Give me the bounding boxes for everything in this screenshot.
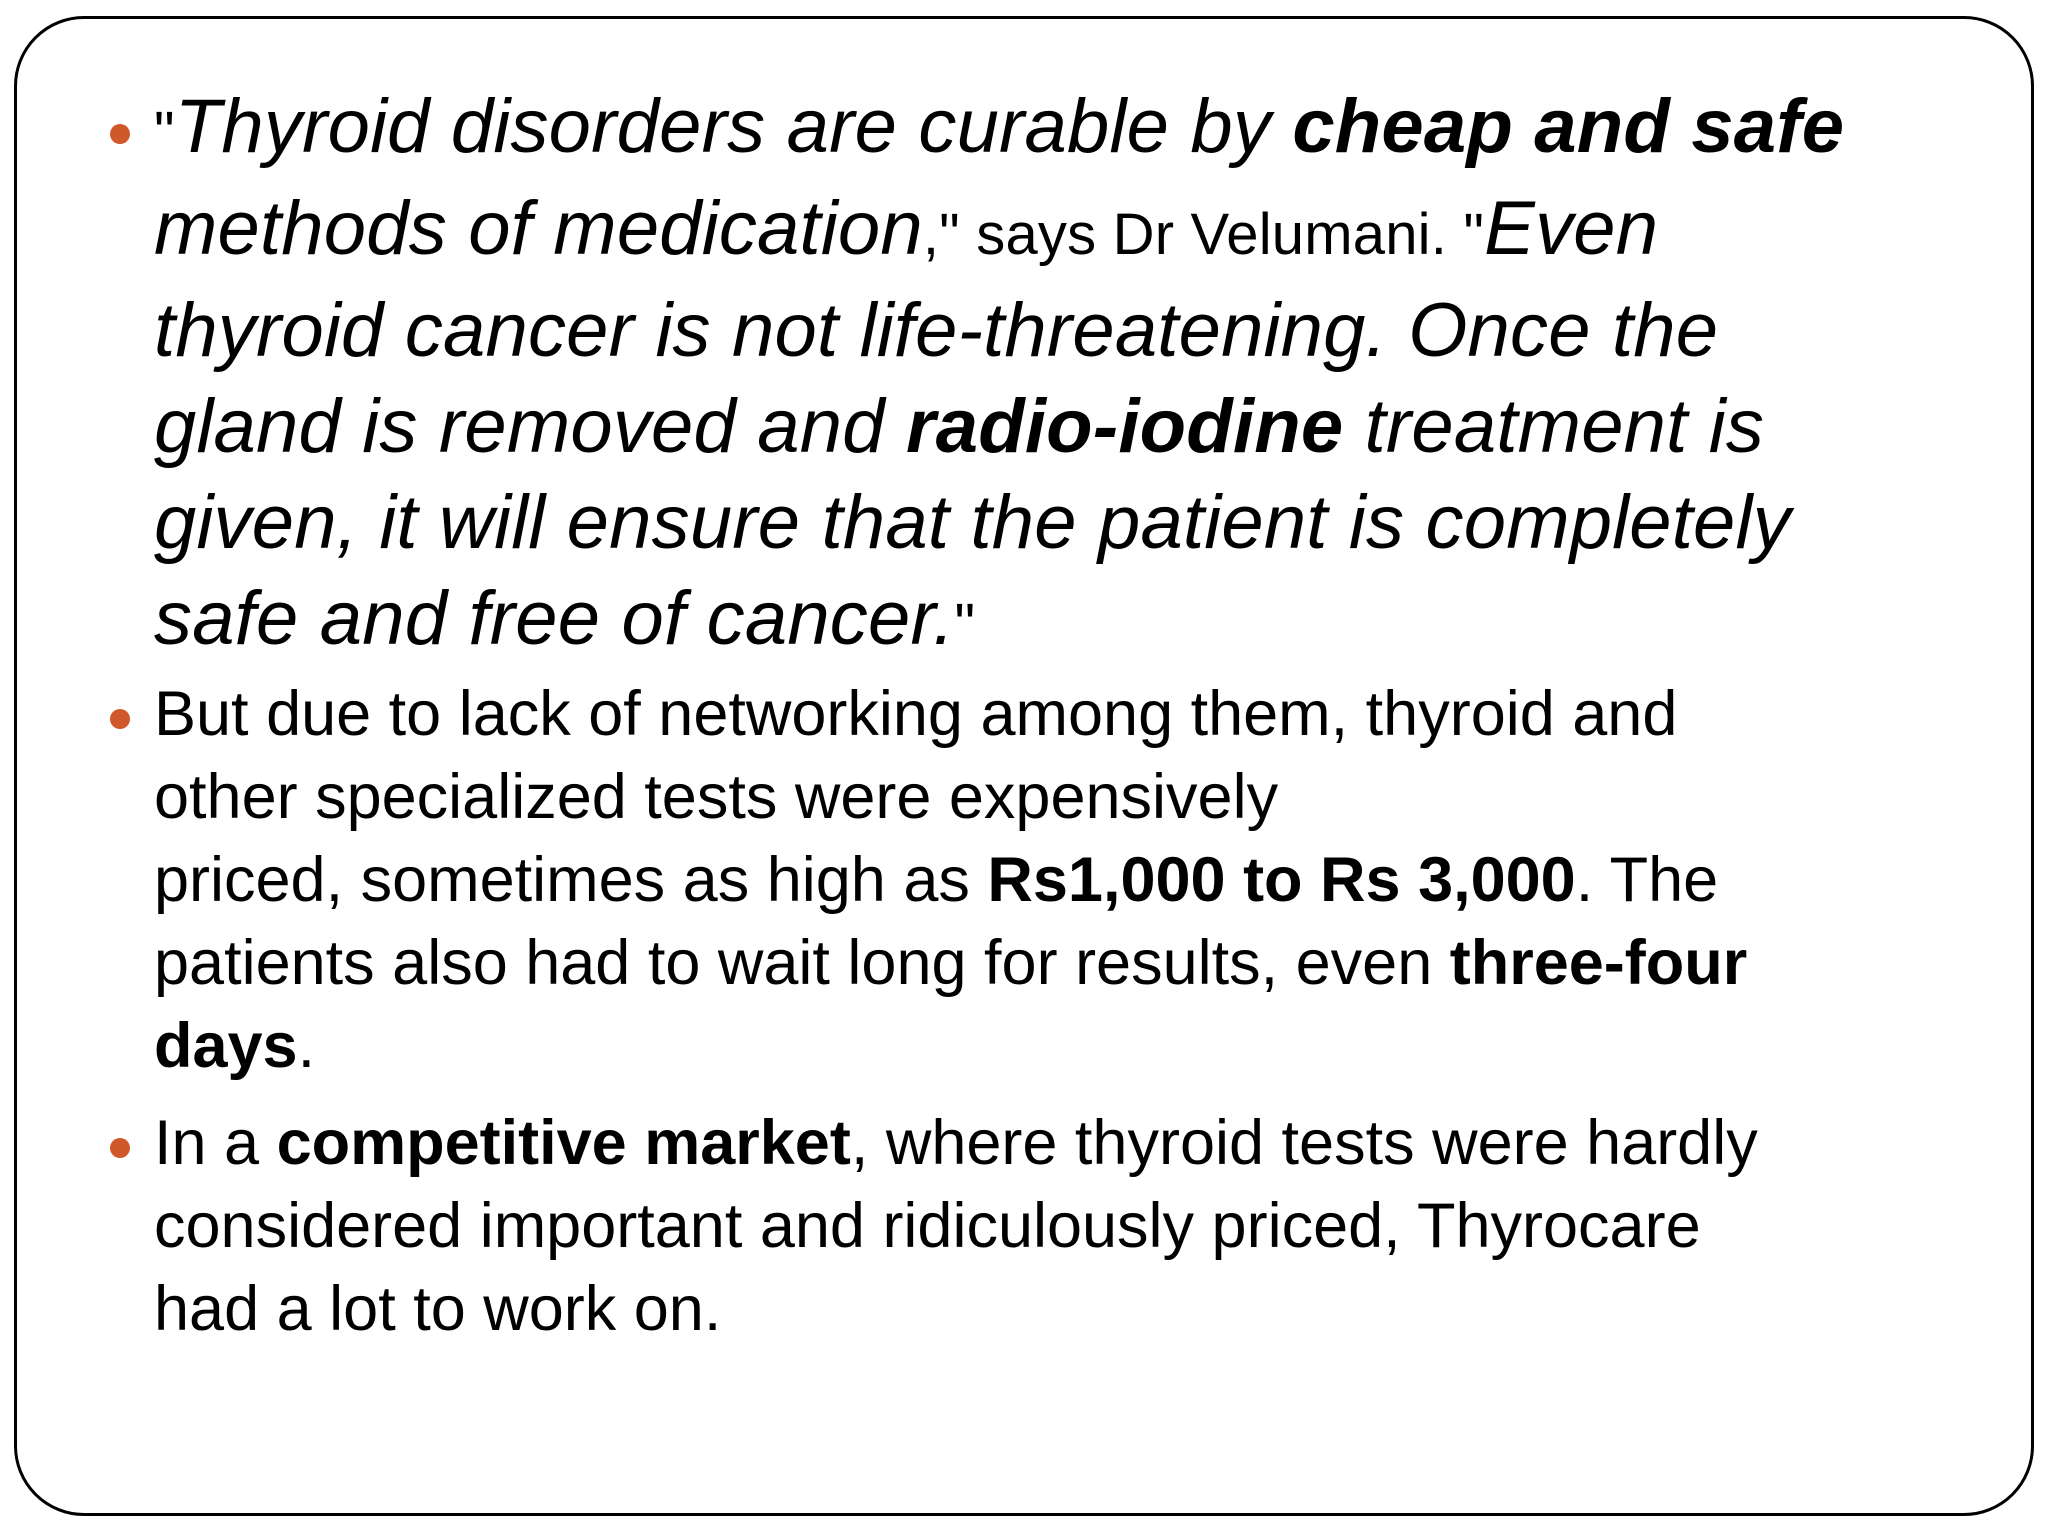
emphasis-text: Rs1,000 to Rs 3,000 bbox=[987, 845, 1576, 915]
body-text: . The bbox=[1575, 845, 1719, 915]
quote-text: treatment is bbox=[1343, 384, 1765, 469]
text-line bbox=[154, 181, 1974, 283]
body-text: In a bbox=[154, 1108, 277, 1178]
quote-text: Thyroid disorders are curable by bbox=[174, 84, 1293, 169]
text-line bbox=[154, 571, 1974, 673]
bullet-item-market bbox=[154, 1102, 1974, 1351]
emphasis-text: cheap and safe bbox=[1292, 84, 1845, 169]
emphasis-text: three-four bbox=[1449, 928, 1748, 998]
bullet-dot-icon bbox=[110, 1138, 130, 1158]
bullet-item-pricing bbox=[154, 673, 1974, 1088]
emphasis-text: competitive market bbox=[276, 1108, 851, 1178]
text-line bbox=[154, 922, 1974, 1005]
quote-text: gland is removed and bbox=[154, 384, 906, 469]
bullet-dot-icon bbox=[110, 124, 130, 144]
quote-mark: " bbox=[154, 100, 175, 165]
attribution-text: ," says Dr Velumani. " bbox=[922, 202, 1485, 267]
body-text: , where thyroid tests were hardly bbox=[850, 1108, 1758, 1178]
body-text: considered important and ridiculously priced, Thyrocare bbox=[154, 1191, 1701, 1261]
emphasis-text: days bbox=[154, 1011, 298, 1081]
text-line bbox=[154, 379, 1974, 475]
bullet-dot-icon bbox=[110, 709, 130, 729]
body-text: priced, sometimes as high as bbox=[154, 845, 988, 915]
quote-text: safe and free of cancer. bbox=[154, 576, 955, 661]
text-line bbox=[154, 1102, 1974, 1185]
body-text: other specialized tests were expensively bbox=[154, 762, 1279, 832]
body-text: . bbox=[297, 1011, 316, 1081]
quote-text: Even bbox=[1484, 186, 1659, 271]
quote-text: methods of medication bbox=[154, 186, 923, 271]
quote-text: given, it will ensure that the patient is completely bbox=[154, 480, 1791, 565]
text-line bbox=[154, 1005, 1974, 1088]
text-line bbox=[154, 79, 1974, 181]
emphasis-text: radio-iodine bbox=[906, 384, 1344, 469]
body-text: But due to lack of networking among them, thyroid and bbox=[154, 679, 1678, 749]
body-text: patients also had to wait long for results, even bbox=[154, 928, 1450, 998]
bullet-item-quote bbox=[154, 79, 1974, 673]
quote-mark: " bbox=[954, 592, 976, 657]
text-line bbox=[154, 839, 1974, 922]
body-text: had a lot to work on. bbox=[154, 1274, 722, 1344]
slide-frame bbox=[14, 16, 2034, 1516]
quote-text: thyroid cancer is not life-threatening. Once the bbox=[154, 288, 1719, 373]
